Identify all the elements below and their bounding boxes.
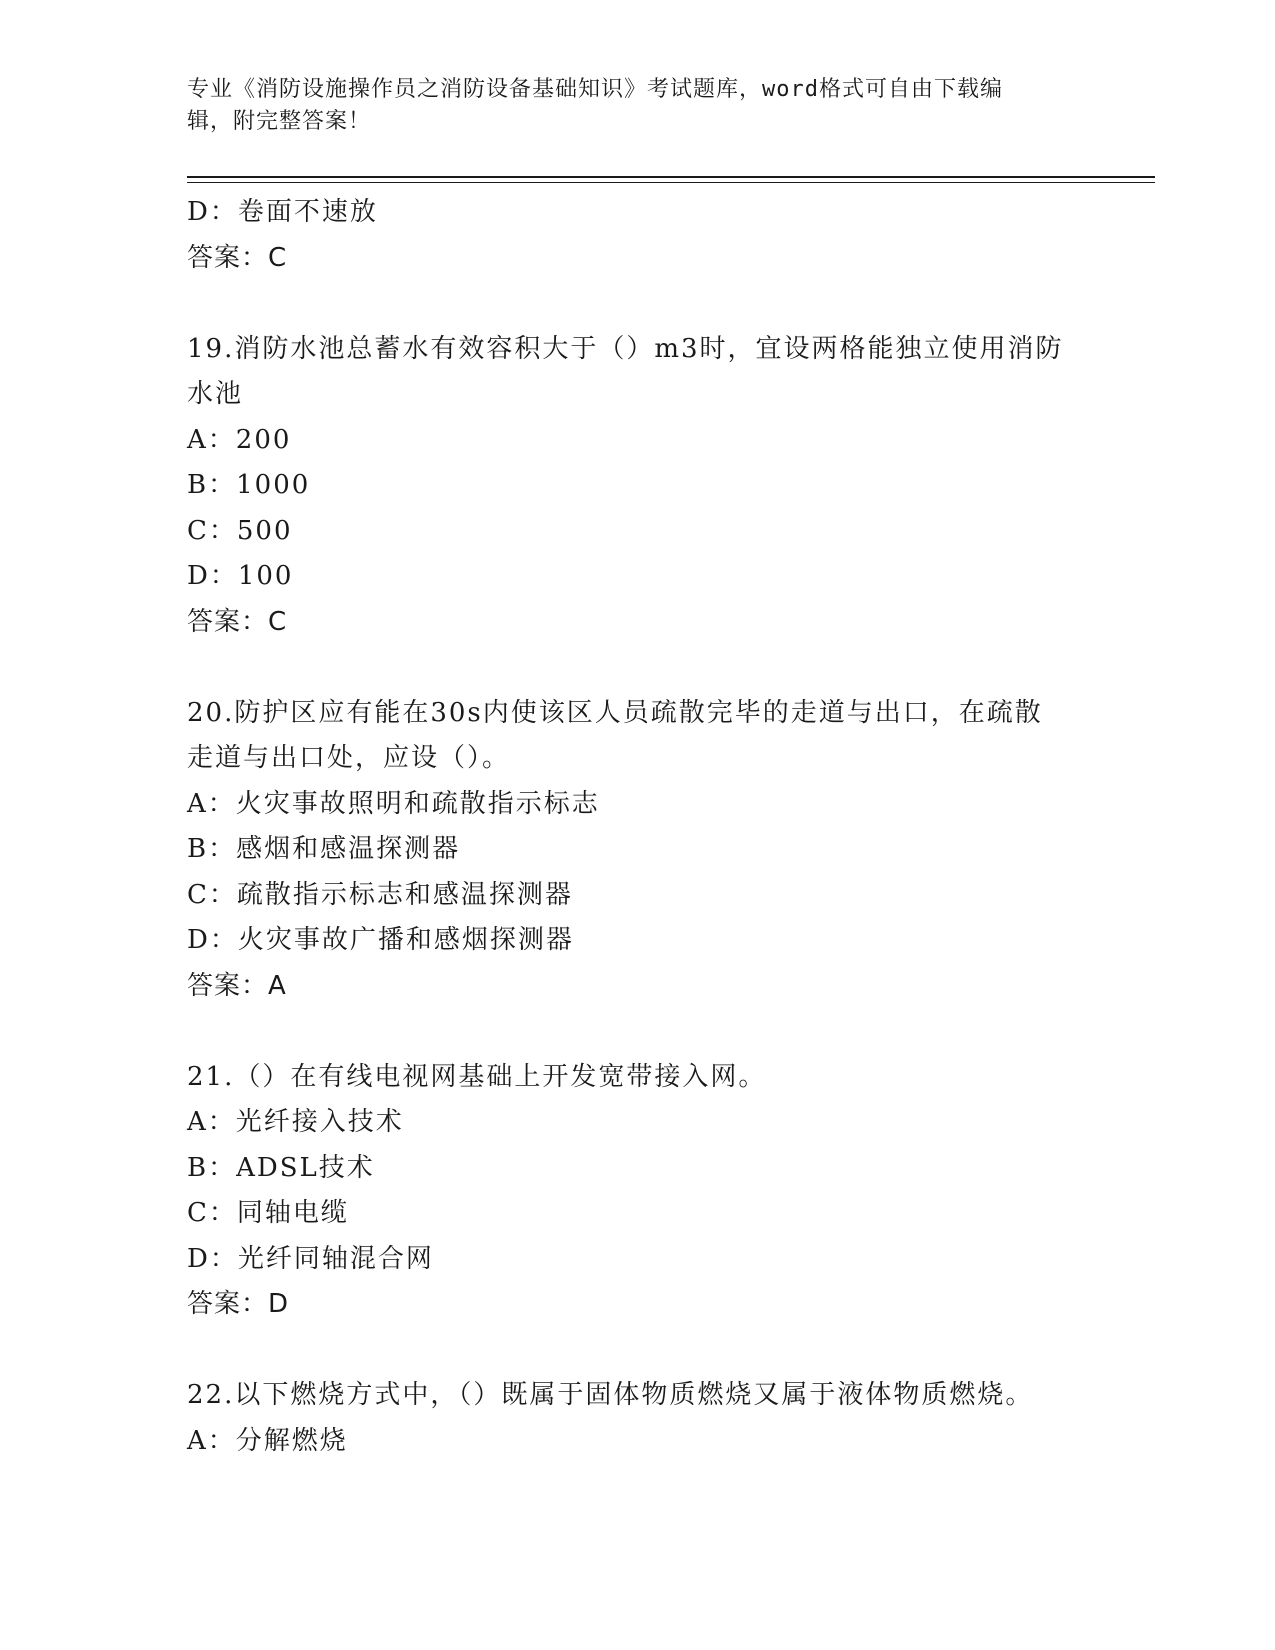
question-21	[187, 1055, 1087, 1328]
question-text-continued: 水池	[187, 379, 244, 409]
answer: 答案：A	[187, 970, 287, 1001]
question-19	[187, 327, 1087, 646]
option-c: C：疏散指示标志和感温探测器	[187, 879, 573, 910]
spacer	[187, 281, 1087, 327]
option-b: B：感烟和感温探测器	[187, 834, 461, 864]
question-text: 21.（）在有线电视网基础上开发宽带接入网。	[187, 1061, 767, 1092]
document-header	[187, 74, 1067, 138]
header-line-1: 专业《消防设施操作员之消防设备基础知识》考试题库，word格式可自由下载编	[187, 77, 1003, 102]
question-text: 20.防护区应有能在30s内使该区人员疏散完毕的走道与出口，在疏散	[187, 697, 1043, 728]
option-d: D：卷面不速放	[187, 197, 378, 227]
option-d: D：火灾事故广播和感烟探测器	[187, 925, 574, 955]
spacer	[187, 645, 1087, 691]
option-c: C：同轴电缆	[187, 1198, 349, 1228]
option-a: A：火灾事故照明和疏散指示标志	[187, 788, 600, 819]
header-divider-thick	[187, 176, 1155, 178]
option-d: D：光纤同轴混合网	[187, 1243, 434, 1274]
question-20	[187, 691, 1087, 1010]
spacer	[187, 1328, 1087, 1374]
option-d: D：100	[187, 561, 294, 591]
header-divider-thin	[187, 182, 1155, 183]
question-text: 22.以下燃烧方式中，（）既属于固体物质燃烧又属于液体物质燃烧。	[187, 1380, 1034, 1410]
answer: 答案：D	[187, 1289, 290, 1319]
option-b: B：ADSL技术	[187, 1152, 375, 1183]
answer: 答案：C	[187, 242, 288, 273]
question-22	[187, 1373, 1087, 1464]
spacer	[187, 1009, 1087, 1055]
question-text: 19.消防水池总蓄水有效容积大于（）m3时，宜设两格能独立使用消防	[187, 333, 1064, 364]
option-a: A：光纤接入技术	[187, 1107, 404, 1137]
question-list	[187, 190, 1087, 1464]
question-text-continued: 走道与出口处，应设（）。	[187, 743, 511, 773]
option-b: B：1000	[187, 470, 311, 500]
question-18-tail	[187, 190, 1087, 281]
answer: 答案：C	[187, 606, 288, 637]
option-a: A：分解燃烧	[187, 1425, 348, 1456]
header-line-2: 辑，附完整答案！	[187, 109, 372, 134]
option-c: C：500	[187, 515, 293, 546]
option-a: A：200	[187, 424, 292, 455]
